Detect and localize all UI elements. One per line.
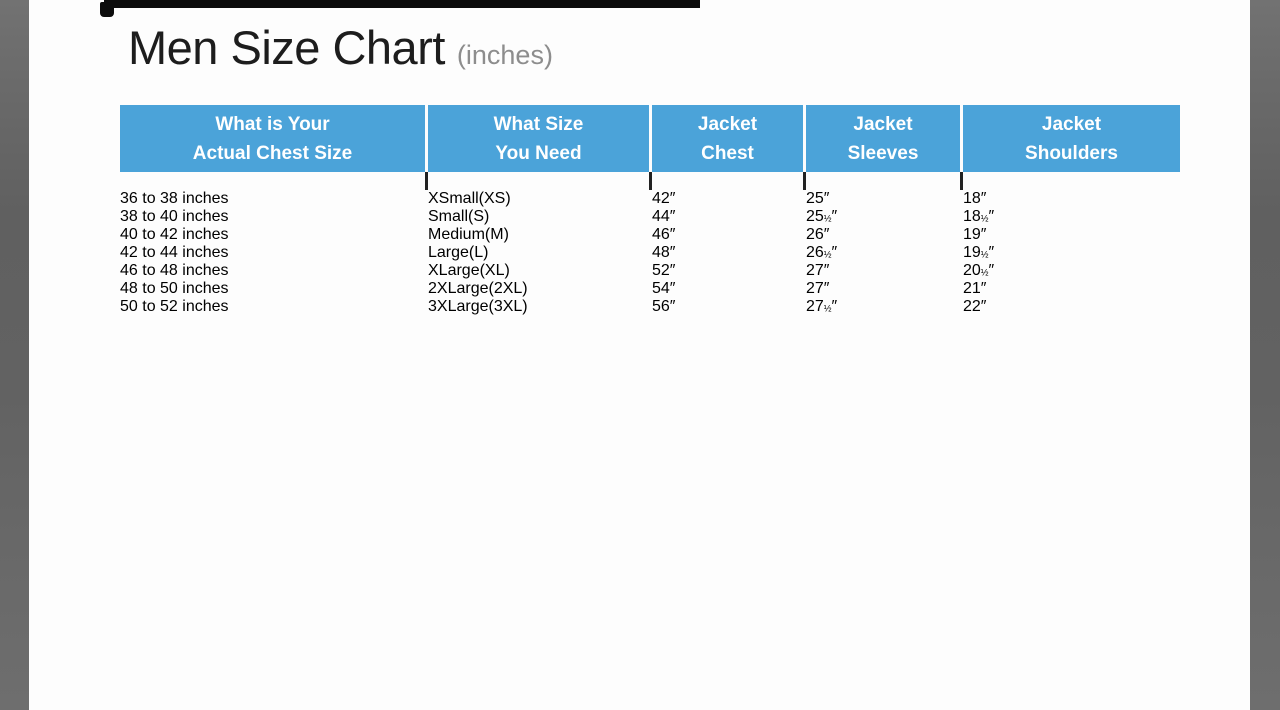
table-cell-jacket-chest: 42″	[652, 190, 676, 207]
table-cell-actual-chest-size: 50 to 52 inches	[120, 298, 229, 315]
table-cell-size-you-need: Large(L)	[428, 244, 489, 261]
half-fraction: ½	[823, 213, 832, 224]
table-cell-jacket-shoulders: 18″	[963, 190, 987, 207]
page-title-units: (inches)	[456, 40, 553, 70]
gap-cell	[806, 172, 963, 190]
table-cell-jacket-sleeves: 25″	[806, 190, 830, 207]
gap-cell	[428, 172, 652, 190]
header-cell-jacket-shoulders: Jacket Shoulders	[963, 105, 1180, 172]
half-fraction: ½	[980, 249, 989, 260]
table-cell-jacket-chest: 46″	[652, 226, 676, 243]
page-title	[128, 20, 553, 75]
table-body	[120, 190, 1180, 316]
table-cell-actual-chest-size: 38 to 40 inches	[120, 208, 229, 225]
half-fraction: ½	[823, 303, 832, 314]
header-cell-size-you-need: What Size You Need	[428, 105, 652, 172]
table-cell-actual-chest-size: 46 to 48 inches	[120, 262, 229, 279]
table-cell-jacket-sleeves: 26″	[806, 226, 830, 243]
gap-cell	[963, 172, 1180, 190]
header-body-gap	[120, 172, 1180, 190]
table-cell-actual-chest-size: 42 to 44 inches	[120, 244, 229, 261]
table-cell-jacket-shoulders: 19½″	[963, 244, 995, 261]
table-cell-size-you-need: Medium(M)	[428, 226, 509, 243]
table-cell-jacket-sleeves: 27″	[806, 262, 830, 279]
table-row	[120, 298, 1180, 316]
size-chart-table	[120, 105, 1180, 316]
table-row	[120, 244, 1180, 262]
table-cell-jacket-shoulders: 20½″	[963, 262, 995, 279]
table-cell-jacket-chest: 44″	[652, 208, 676, 225]
header-cell-actual-chest-size: What is Your Actual Chest Size	[120, 105, 428, 172]
table-row	[120, 262, 1180, 280]
table-row	[120, 280, 1180, 298]
table-cell-jacket-shoulders: 18½″	[963, 208, 995, 225]
top-bar-left-nub	[100, 2, 114, 17]
table-cell-jacket-shoulders: 21″	[963, 280, 987, 297]
top-black-bar	[104, 0, 700, 8]
half-fraction: ½	[980, 213, 989, 224]
table-row	[120, 208, 1180, 226]
table-row	[120, 226, 1180, 244]
table-cell-jacket-shoulders: 19″	[963, 226, 987, 243]
table-cell-actual-chest-size: 48 to 50 inches	[120, 280, 229, 297]
table-cell-size-you-need: Small(S)	[428, 208, 490, 225]
half-fraction: ½	[980, 267, 989, 278]
gap-cell	[652, 172, 806, 190]
table-cell-size-you-need: 3XLarge(3XL)	[428, 298, 528, 315]
page-title-text: Men Size Chart	[128, 21, 445, 74]
table-cell-jacket-sleeves: 26½″	[806, 244, 838, 261]
header-cell-jacket-chest: Jacket Chest	[652, 105, 806, 172]
table-cell-jacket-chest: 54″	[652, 280, 676, 297]
table-cell-size-you-need: XLarge(XL)	[428, 262, 510, 279]
table-row	[120, 190, 1180, 208]
right-letterbox-strip	[1250, 0, 1280, 710]
table-cell-jacket-chest: 56″	[652, 298, 676, 315]
table-cell-jacket-sleeves: 25½″	[806, 208, 838, 225]
table-cell-size-you-need: XSmall(XS)	[428, 190, 511, 207]
table-cell-size-you-need: 2XLarge(2XL)	[428, 280, 528, 297]
left-letterbox-strip	[0, 0, 29, 710]
table-cell-jacket-chest: 48″	[652, 244, 676, 261]
half-fraction: ½	[823, 249, 832, 260]
table-cell-actual-chest-size: 36 to 38 inches	[120, 190, 229, 207]
table-cell-jacket-sleeves: 27″	[806, 280, 830, 297]
gap-cell	[120, 172, 428, 190]
table-header-row	[120, 105, 1180, 172]
table-cell-jacket-sleeves: 27½″	[806, 298, 838, 315]
table-cell-jacket-chest: 52″	[652, 262, 676, 279]
table-cell-jacket-shoulders: 22″	[963, 298, 987, 315]
header-cell-jacket-sleeves: Jacket Sleeves	[806, 105, 963, 172]
table-cell-actual-chest-size: 40 to 42 inches	[120, 226, 229, 243]
